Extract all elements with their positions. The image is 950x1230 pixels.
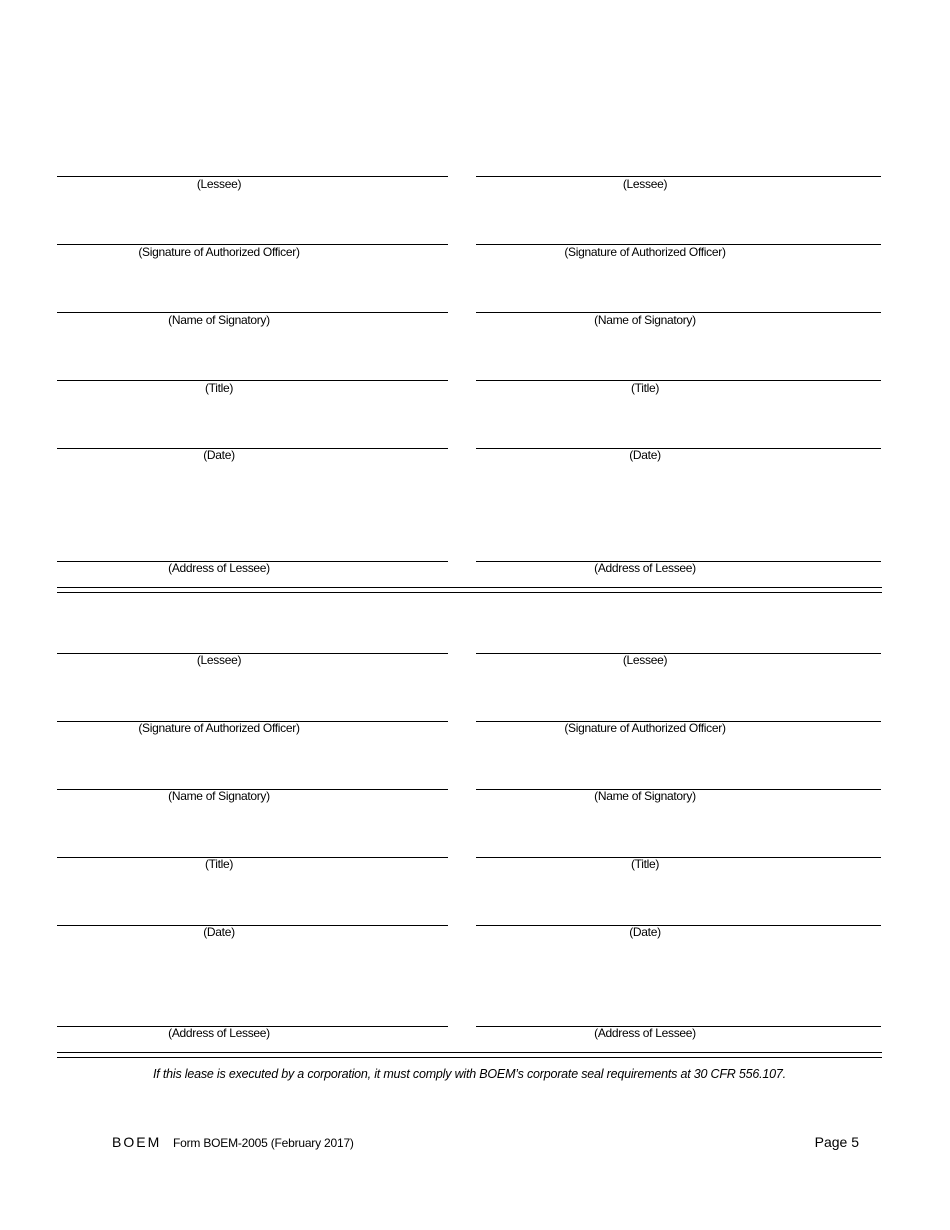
name-label: (Name of Signatory) [594, 313, 696, 327]
lessee-label: (Lessee) [196, 177, 242, 191]
section-divider [57, 1052, 882, 1058]
corporate-seal-note: If this lease is executed by a corporation, it must comply with BOEM’s corporate seal requirements at 30 CFR 556.107. [153, 1067, 786, 1081]
address-label: (Address of Lessee) [594, 1026, 696, 1040]
date-line[interactable] [476, 925, 881, 926]
block-2-right [476, 0, 881, 1060]
signature-label: (Signature of Authorized Officer) [564, 721, 726, 735]
address-label: (Address of Lessee) [168, 1026, 270, 1040]
title-label: (Title) [630, 857, 660, 871]
signature-label: (Signature of Authorized Officer) [564, 245, 726, 259]
title-label: (Title) [204, 857, 234, 871]
lessee-label: (Lessee) [196, 653, 242, 667]
lessee-line[interactable] [57, 653, 448, 654]
date-line[interactable] [57, 925, 448, 926]
name-label: (Name of Signatory) [168, 789, 270, 803]
lessee-line[interactable] [476, 653, 881, 654]
name-label: (Name of Signatory) [594, 789, 696, 803]
title-label: (Title) [204, 381, 234, 395]
date-label: (Date) [203, 448, 235, 462]
address-label: (Address of Lessee) [168, 561, 270, 575]
footer-page-number: Page 5 [814, 1134, 859, 1150]
name-label: (Name of Signatory) [168, 313, 270, 327]
title-label: (Title) [630, 381, 660, 395]
title-line[interactable] [57, 857, 448, 858]
date-label: (Date) [629, 448, 661, 462]
signature-label: (Signature of Authorized Officer) [138, 245, 300, 259]
lessee-label: (Lessee) [622, 177, 668, 191]
address-label: (Address of Lessee) [594, 561, 696, 575]
block-2-left [57, 0, 448, 1060]
signature-label: (Signature of Authorized Officer) [138, 721, 300, 735]
date-label: (Date) [203, 925, 235, 939]
footer-form-id: Form BOEM-2005 (February 2017) [173, 1136, 354, 1150]
title-line[interactable] [476, 857, 881, 858]
date-label: (Date) [629, 925, 661, 939]
footer-agency: BOEM [112, 1134, 162, 1150]
lessee-label: (Lessee) [622, 653, 668, 667]
